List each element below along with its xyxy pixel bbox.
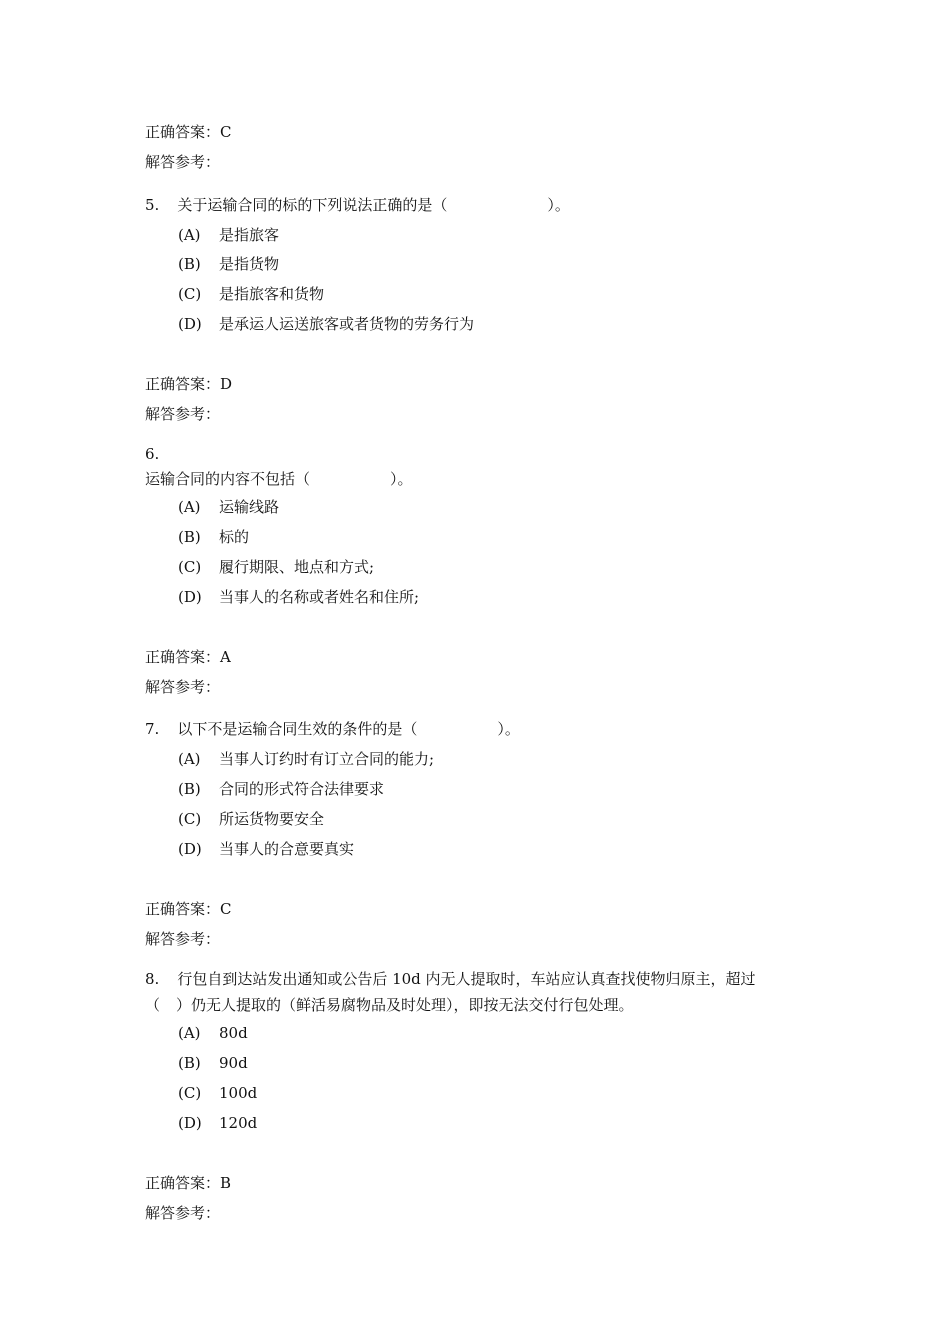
question-number: 5. [145,196,160,214]
answer-value: C [220,900,232,918]
option-c: (C) 是指旅客和货物 [178,285,325,303]
question-number: 7. [145,720,160,738]
answer-line: 正确答案：D [145,375,233,393]
option-b: (B) 合同的形式符合法律要求 [178,780,385,798]
answer-line: 正确答案：A [145,648,231,666]
reference-line: 解答参考： [145,930,221,948]
option-d: (D) 当事人的合意要真实 [178,840,355,858]
question-number: 6. [145,445,160,463]
question-text: 以下不是运输合同生效的条件的是（ [177,720,418,738]
question-number: 8. [145,970,160,988]
question-6: 运输合同的内容不包括（ ）。 [145,470,413,488]
option-d: (D) 120d [178,1114,258,1132]
answer-value: A [220,648,231,666]
option-c: (C) 履行期限、地点和方式; [178,558,375,576]
option-b: (B) 标的 [178,528,250,546]
question-8 [145,969,756,989]
question-5: 5. 关于运输合同的标的下列说法正确的是（ ）。 [145,196,570,214]
reference-line: 解答参考： [145,405,221,423]
reference-line: 解答参考： [145,153,221,171]
question-7: 7. 以下不是运输合同生效的条件的是（ ）。 [145,720,520,738]
answer-value: B [220,1174,232,1192]
question-text: 行包自到达站发出通知或公告后 10d 内无人提取时，车站应认真查找使物归原主，超过 [177,970,756,988]
question-text: 关于运输合同的标的下列说法正确的是（ [177,196,448,214]
option-a: (A) 运输线路 [178,498,280,516]
reference-line: 解答参考： [145,1204,221,1222]
answer-value: C [220,123,232,141]
answer-line: 正确答案：C [145,900,232,918]
option-c: (C) 100d [178,1084,258,1102]
option-c: (C) 所运货物要安全 [178,810,325,828]
answer-line: 正确答案：C [145,123,232,141]
option-a: (A) 当事人订约时有订立合同的能力; [178,750,435,768]
answer-line: 正确答案：B [145,1174,232,1192]
option-a: (A) 是指旅客 [178,226,280,244]
option-b: (B) 是指货物 [178,255,280,273]
reference-line: 解答参考： [145,678,221,696]
option-b: (B) 90d [178,1054,248,1072]
question-text: 运输合同的内容不包括（ [145,470,311,488]
option-d: (D) 当事人的名称或者姓名和住所; [178,588,420,606]
option-a: (A) 80d [178,1024,248,1042]
question-8-continued: （ ）仍无人提取的（鲜活易腐物品及时处理），即按无法交付行包处理。 [145,996,634,1014]
answer-value: D [220,375,233,393]
option-d: (D) 是承运人运送旅客或者货物的劳务行为 [178,315,475,333]
